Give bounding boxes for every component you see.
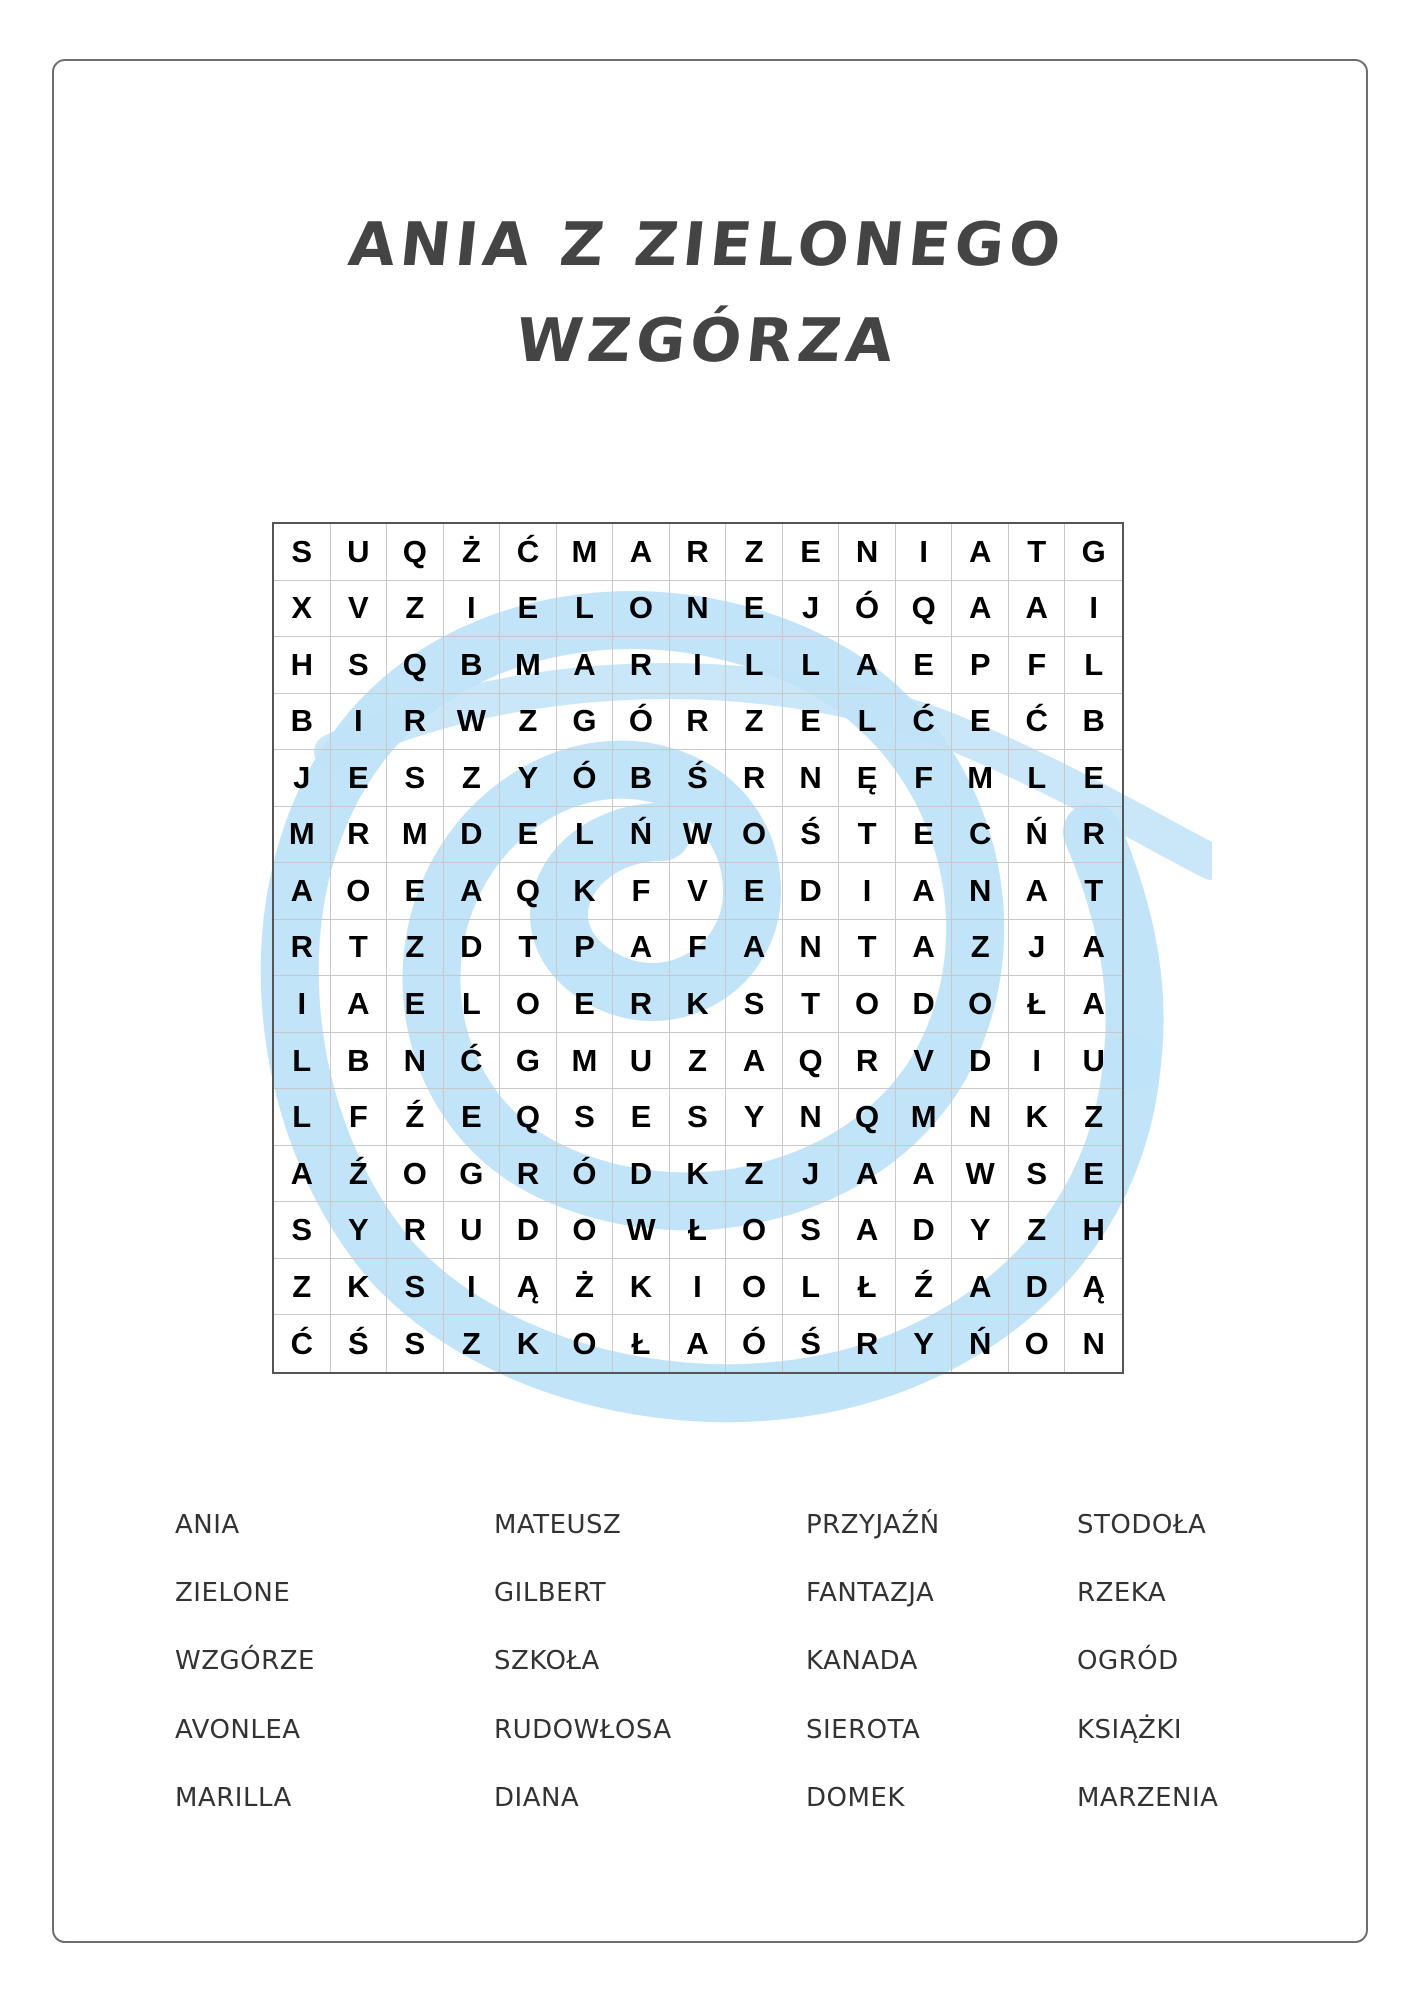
grid-cell[interactable]: I <box>1009 1033 1066 1090</box>
grid-cell[interactable]: T <box>783 976 840 1033</box>
grid-cell[interactable]: K <box>613 1259 670 1316</box>
word-list-item: KSIĄŻKI <box>1077 1715 1183 1745</box>
grid-cell[interactable]: P <box>952 637 1009 694</box>
grid-cell[interactable]: O <box>500 976 557 1033</box>
grid-cell[interactable]: Ń <box>1009 807 1066 864</box>
grid-cell[interactable]: L <box>444 976 501 1033</box>
grid-cell[interactable]: O <box>557 1202 614 1259</box>
grid-cell[interactable]: S <box>387 1315 444 1372</box>
grid-cell[interactable]: A <box>670 1315 727 1372</box>
grid-cell[interactable]: E <box>331 750 388 807</box>
grid-cell[interactable]: S <box>274 1202 331 1259</box>
grid-cell[interactable]: G <box>557 694 614 751</box>
grid-cell[interactable]: P <box>557 920 614 977</box>
grid-cell[interactable]: G <box>500 1033 557 1090</box>
title-line-2: WZGÓRZA <box>512 306 902 376</box>
grid-cell[interactable]: V <box>670 863 727 920</box>
grid-cell[interactable]: R <box>839 1315 896 1372</box>
grid-cell[interactable]: Z <box>952 920 1009 977</box>
grid-cell[interactable]: O <box>387 1146 444 1203</box>
grid-cell[interactable]: B <box>613 750 670 807</box>
grid-cell[interactable]: V <box>896 1033 953 1090</box>
grid-cell[interactable]: M <box>274 807 331 864</box>
grid-cell[interactable]: K <box>1009 1089 1066 1146</box>
grid-cell[interactable]: L <box>557 807 614 864</box>
grid-cell[interactable]: A <box>839 1146 896 1203</box>
grid-cell[interactable]: Ł <box>670 1202 727 1259</box>
grid-cell[interactable]: W <box>444 694 501 751</box>
grid-cell[interactable]: D <box>444 807 501 864</box>
grid-cell[interactable]: Ć <box>274 1315 331 1372</box>
grid-cell[interactable]: A <box>726 920 783 977</box>
grid-cell[interactable]: F <box>613 863 670 920</box>
grid-cell[interactable]: R <box>613 976 670 1033</box>
grid-cell[interactable]: O <box>726 1202 783 1259</box>
grid-cell[interactable]: N <box>783 920 840 977</box>
grid-cell[interactable]: K <box>557 863 614 920</box>
grid-cell[interactable]: E <box>726 863 783 920</box>
grid-cell[interactable]: L <box>783 1259 840 1316</box>
grid-cell[interactable]: I <box>331 694 388 751</box>
grid-cell[interactable]: D <box>896 976 953 1033</box>
grid-cell[interactable]: F <box>331 1089 388 1146</box>
word-list-item: SZKOŁA <box>494 1646 600 1676</box>
grid-cell[interactable]: L <box>1065 637 1122 694</box>
grid-cell[interactable]: N <box>670 581 727 638</box>
grid-cell[interactable]: S <box>726 976 783 1033</box>
word-list-item: OGRÓD <box>1077 1646 1179 1676</box>
grid-cell[interactable]: Z <box>500 694 557 751</box>
grid-cell[interactable]: A <box>952 581 1009 638</box>
grid-cell[interactable]: S <box>1009 1146 1066 1203</box>
grid-cell[interactable]: I <box>444 1259 501 1316</box>
grid-cell[interactable]: Ś <box>783 807 840 864</box>
grid-cell[interactable]: E <box>613 1089 670 1146</box>
word-list-item: ZIELONE <box>175 1578 291 1608</box>
grid-cell[interactable]: Ś <box>331 1315 388 1372</box>
grid-cell[interactable]: Z <box>1065 1089 1122 1146</box>
grid-cell[interactable]: B <box>274 694 331 751</box>
grid-cell[interactable]: R <box>387 1202 444 1259</box>
grid-cell[interactable]: A <box>557 637 614 694</box>
grid-cell[interactable]: R <box>670 524 727 581</box>
grid-cell[interactable]: S <box>670 1089 727 1146</box>
grid-cell[interactable]: A <box>839 1202 896 1259</box>
grid-cell[interactable]: Q <box>387 524 444 581</box>
grid-cell[interactable]: R <box>1065 807 1122 864</box>
grid-cell[interactable]: A <box>896 1146 953 1203</box>
grid-cell[interactable]: Q <box>500 863 557 920</box>
grid-cell[interactable]: B <box>331 1033 388 1090</box>
grid-cell[interactable]: Ó <box>726 1315 783 1372</box>
grid-cell[interactable]: R <box>274 920 331 977</box>
grid-cell[interactable]: M <box>896 1089 953 1146</box>
grid-cell[interactable]: A <box>331 976 388 1033</box>
grid-cell[interactable]: I <box>896 524 953 581</box>
grid-cell[interactable]: F <box>896 750 953 807</box>
grid-cell[interactable]: Z <box>726 524 783 581</box>
grid-cell[interactable]: Q <box>783 1033 840 1090</box>
grid-cell[interactable]: Y <box>726 1089 783 1146</box>
grid-cell[interactable]: A <box>274 863 331 920</box>
grid-cell[interactable]: O <box>839 976 896 1033</box>
grid-cell[interactable]: B <box>1065 694 1122 751</box>
grid-cell[interactable]: I <box>274 976 331 1033</box>
grid-cell[interactable]: C <box>952 807 1009 864</box>
grid-cell[interactable]: H <box>1065 1202 1122 1259</box>
grid-cell[interactable]: Z <box>444 750 501 807</box>
grid-cell[interactable]: S <box>783 1202 840 1259</box>
grid-cell[interactable]: D <box>444 920 501 977</box>
grid-cell[interactable]: Q <box>896 581 953 638</box>
grid-cell[interactable]: D <box>1009 1259 1066 1316</box>
grid-cell[interactable]: Ą <box>1065 1259 1122 1316</box>
word-list-item: WZGÓRZE <box>175 1646 315 1676</box>
grid-cell[interactable]: Ć <box>444 1033 501 1090</box>
grid-cell[interactable]: A <box>613 920 670 977</box>
grid-cell[interactable]: O <box>557 1315 614 1372</box>
word-list-item: KANADA <box>806 1646 918 1676</box>
grid-cell[interactable]: T <box>331 920 388 977</box>
title-line-1: ANIA Z ZIELONEGO <box>345 210 1069 280</box>
grid-cell[interactable]: Z <box>726 1146 783 1203</box>
grid-cell[interactable]: A <box>444 863 501 920</box>
grid-cell[interactable]: Ł <box>1009 976 1066 1033</box>
grid-cell[interactable]: D <box>500 1202 557 1259</box>
grid-cell[interactable]: W <box>613 1202 670 1259</box>
grid-cell[interactable]: E <box>444 1089 501 1146</box>
grid-cell[interactable]: L <box>274 1033 331 1090</box>
grid-cell[interactable]: F <box>670 920 727 977</box>
grid-cell[interactable]: A <box>952 524 1009 581</box>
grid-cell[interactable]: Ą <box>500 1259 557 1316</box>
grid-cell[interactable]: Y <box>500 750 557 807</box>
grid-cell[interactable]: U <box>331 524 388 581</box>
grid-cell[interactable]: N <box>783 750 840 807</box>
grid-cell[interactable]: M <box>500 637 557 694</box>
word-list-item: MARILLA <box>175 1783 292 1813</box>
grid-cell[interactable]: F <box>1009 637 1066 694</box>
grid-cell[interactable]: A <box>1065 976 1122 1033</box>
grid-cell[interactable]: E <box>726 581 783 638</box>
grid-cell[interactable]: T <box>1065 863 1122 920</box>
grid-cell[interactable]: D <box>783 863 840 920</box>
grid-cell[interactable]: N <box>783 1089 840 1146</box>
word-list-item: GILBERT <box>494 1578 607 1608</box>
grid-cell[interactable]: Ż <box>557 1259 614 1316</box>
grid-cell[interactable]: Y <box>952 1202 1009 1259</box>
grid-cell[interactable]: O <box>613 581 670 638</box>
grid-cell[interactable]: J <box>274 750 331 807</box>
grid-cell[interactable]: Ź <box>896 1259 953 1316</box>
grid-cell[interactable]: Ł <box>613 1315 670 1372</box>
grid-cell[interactable]: Q <box>387 637 444 694</box>
grid-cell[interactable]: Ź <box>387 1089 444 1146</box>
grid-cell[interactable]: E <box>500 807 557 864</box>
grid-cell[interactable]: H <box>274 637 331 694</box>
grid-cell[interactable]: U <box>444 1202 501 1259</box>
grid-cell[interactable]: A <box>896 863 953 920</box>
grid-cell[interactable]: O <box>952 976 1009 1033</box>
grid-cell[interactable]: A <box>1009 581 1066 638</box>
grid-cell[interactable]: A <box>726 1033 783 1090</box>
grid-cell[interactable]: Ó <box>557 1146 614 1203</box>
grid-cell[interactable]: Z <box>726 694 783 751</box>
grid-cell[interactable]: R <box>331 807 388 864</box>
grid-cell[interactable]: O <box>726 807 783 864</box>
grid-cell[interactable]: L <box>1009 750 1066 807</box>
grid-cell[interactable]: I <box>670 637 727 694</box>
grid-cell[interactable]: Z <box>444 1315 501 1372</box>
word-list-item: RUDOWŁOSA <box>494 1715 672 1745</box>
grid-cell[interactable]: D <box>952 1033 1009 1090</box>
grid-cell[interactable]: E <box>783 524 840 581</box>
grid-cell[interactable]: N <box>952 863 1009 920</box>
grid-cell[interactable]: Ń <box>952 1315 1009 1372</box>
grid-cell[interactable]: E <box>387 976 444 1033</box>
grid-cell[interactable]: Ć <box>1009 694 1066 751</box>
grid-cell[interactable]: L <box>557 581 614 638</box>
grid-cell[interactable]: E <box>1065 1146 1122 1203</box>
grid-cell[interactable]: T <box>839 807 896 864</box>
word-list-item: PRZYJAŹŃ <box>806 1510 940 1540</box>
grid-cell[interactable]: A <box>896 920 953 977</box>
word-list-item: DOMEK <box>806 1783 905 1813</box>
grid-cell[interactable]: K <box>331 1259 388 1316</box>
grid-cell[interactable]: R <box>839 1033 896 1090</box>
grid-cell[interactable]: R <box>726 750 783 807</box>
word-list-item: STODOŁA <box>1077 1510 1207 1540</box>
word-search-area <box>272 522 1124 1374</box>
grid-cell[interactable]: I <box>1065 581 1122 638</box>
grid-cell[interactable]: Ó <box>557 750 614 807</box>
letter-grid <box>272 522 1124 1374</box>
grid-cell[interactable]: I <box>670 1259 727 1316</box>
grid-cell[interactable]: N <box>839 524 896 581</box>
grid-cell[interactable]: E <box>896 807 953 864</box>
grid-cell[interactable]: J <box>783 1146 840 1203</box>
grid-cell[interactable]: U <box>1065 1033 1122 1090</box>
grid-cell[interactable]: B <box>444 637 501 694</box>
grid-cell[interactable]: Z <box>274 1259 331 1316</box>
grid-cell[interactable]: K <box>500 1315 557 1372</box>
grid-cell[interactable]: Ó <box>839 581 896 638</box>
grid-cell[interactable]: U <box>613 1033 670 1090</box>
grid-cell[interactable]: N <box>387 1033 444 1090</box>
grid-cell[interactable]: Y <box>896 1315 953 1372</box>
grid-cell[interactable]: R <box>500 1146 557 1203</box>
grid-cell[interactable]: O <box>1009 1315 1066 1372</box>
word-list-item: RZEKA <box>1077 1578 1167 1608</box>
grid-cell[interactable]: Ł <box>839 1259 896 1316</box>
grid-cell[interactable]: L <box>726 637 783 694</box>
grid-cell[interactable]: E <box>896 637 953 694</box>
grid-cell[interactable]: S <box>387 750 444 807</box>
grid-cell[interactable]: S <box>557 1089 614 1146</box>
word-list-item: FANTAZJA <box>806 1578 935 1608</box>
word-list-item: DIANA <box>494 1783 580 1813</box>
grid-cell[interactable]: Ś <box>783 1315 840 1372</box>
grid-cell[interactable]: W <box>670 807 727 864</box>
word-list-item: ANIA <box>175 1510 240 1540</box>
grid-cell[interactable]: M <box>952 750 1009 807</box>
grid-cell[interactable]: O <box>331 863 388 920</box>
grid-cell[interactable]: D <box>613 1146 670 1203</box>
grid-cell[interactable]: L <box>839 694 896 751</box>
grid-cell[interactable]: E <box>783 694 840 751</box>
grid-cell[interactable]: J <box>783 581 840 638</box>
grid-cell[interactable]: E <box>1065 750 1122 807</box>
grid-cell[interactable]: Ź <box>331 1146 388 1203</box>
grid-cell[interactable]: Z <box>1009 1202 1066 1259</box>
grid-cell[interactable]: Z <box>387 920 444 977</box>
grid-cell[interactable]: Ć <box>500 524 557 581</box>
grid-cell[interactable]: T <box>839 920 896 977</box>
grid-cell[interactable]: Q <box>839 1089 896 1146</box>
grid-cell[interactable]: N <box>1082 1325 1105 1361</box>
grid-cell[interactable]: Q <box>500 1089 557 1146</box>
word-list-item: MATEUSZ <box>494 1510 622 1540</box>
grid-cell[interactable]: D <box>896 1202 953 1259</box>
grid-cell[interactable]: Ń <box>613 807 670 864</box>
grid-cell[interactable]: L <box>783 637 840 694</box>
grid-cell[interactable]: A <box>274 1146 331 1203</box>
grid-cell[interactable]: E <box>387 863 444 920</box>
grid-cell[interactable]: Ó <box>613 694 670 751</box>
grid-cell[interactable]: E <box>557 976 614 1033</box>
grid-cell[interactable]: Ć <box>896 694 953 751</box>
grid-cell[interactable]: J <box>1009 920 1066 977</box>
grid-cell[interactable]: A <box>613 524 670 581</box>
word-list-item: MARZENIA <box>1077 1783 1219 1813</box>
grid-cell[interactable]: A <box>1009 863 1066 920</box>
grid-cell[interactable]: T <box>1009 524 1066 581</box>
grid-cell[interactable]: A <box>839 637 896 694</box>
grid-cell[interactable]: Z <box>670 1033 727 1090</box>
grid-cell[interactable]: S <box>387 1259 444 1316</box>
grid-cell[interactable]: R <box>387 694 444 751</box>
grid-cell[interactable]: W <box>952 1146 1009 1203</box>
grid-cell[interactable]: A <box>952 1259 1009 1316</box>
grid-cell[interactable]: T <box>500 920 557 977</box>
grid-cell[interactable]: M <box>557 1033 614 1090</box>
grid-cell[interactable]: S <box>274 524 331 581</box>
word-list-item: SIEROTA <box>806 1715 921 1745</box>
grid-cell[interactable]: I <box>444 581 501 638</box>
grid-cell[interactable]: R <box>670 694 727 751</box>
grid-cell[interactable]: Ś <box>670 750 727 807</box>
grid-cell[interactable]: E <box>500 581 557 638</box>
grid-cell[interactable]: V <box>331 581 388 638</box>
grid-cell[interactable]: Ż <box>444 524 501 581</box>
grid-cell[interactable]: S <box>331 637 388 694</box>
grid-cell[interactable]: K <box>670 976 727 1033</box>
grid-cell[interactable]: I <box>839 863 896 920</box>
grid-cell[interactable]: K <box>670 1146 727 1203</box>
grid-cell[interactable]: Z <box>387 581 444 638</box>
grid-cell[interactable]: G <box>1065 524 1122 581</box>
grid-cell[interactable]: E <box>952 694 1009 751</box>
grid-cell[interactable]: Ę <box>839 750 896 807</box>
grid-cell[interactable]: O <box>726 1259 783 1316</box>
word-list-item: AVONLEA <box>175 1715 301 1745</box>
grid-cell[interactable]: N <box>952 1089 1009 1146</box>
grid-cell[interactable]: L <box>274 1089 331 1146</box>
grid-cell[interactable]: R <box>613 637 670 694</box>
grid-cell[interactable]: M <box>387 807 444 864</box>
grid-cell[interactable]: G <box>444 1146 501 1203</box>
grid-cell[interactable]: Y <box>331 1202 388 1259</box>
grid-cell[interactable]: X <box>274 581 331 638</box>
grid-cell[interactable]: M <box>557 524 614 581</box>
grid-cell[interactable]: A <box>1065 920 1122 977</box>
